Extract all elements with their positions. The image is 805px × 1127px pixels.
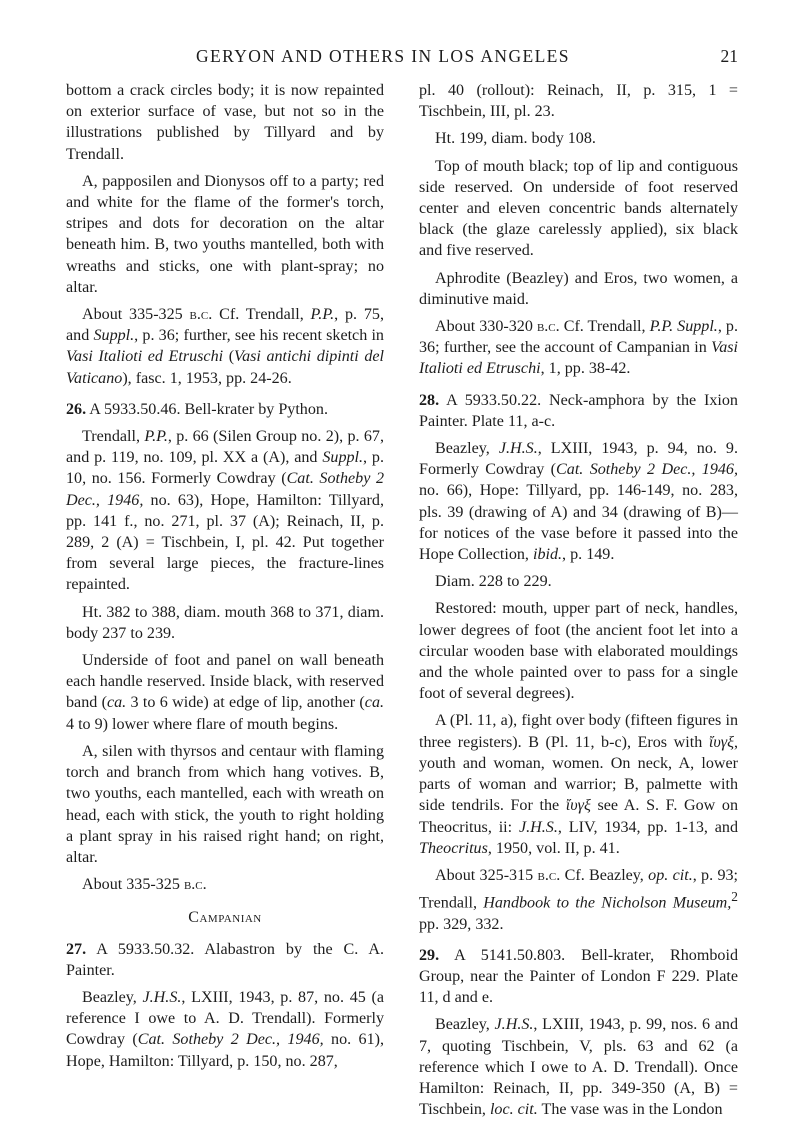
paragraph: A (Pl. 11, a), fight over body (fifteen figures in three registers). B (Pl. 11, b-c), Eros with ἴυγξ, youth and woman, women. On neck, A, lower parts of woman and warrior; B, palmette with side tendrils. For the ἴυγξ see A. S. F. Gow on Theocritus, ii: J.H.S., LIV, 1934, pp. 1-13, and Theocritus, 1950, vol. II, p. 41. bbox=[419, 712, 739, 857]
paragraph: Beazley, J.H.S., LXIII, 1943, p. 94, no. 9. Formerly Cowdray (Cat. Sotheby 2 Dec., 1946, no. 66), Hope: Tillyard, pp. 146-149, no. 283, pls. 39 (drawing of A) and 34 (drawing of B)—for notices of the vase before it passed into the Hope Collection, ibid., p. 149. bbox=[419, 440, 738, 564]
paragraph: Top of mouth black; top of lip and contiguous side reserved. On underside of foot reserved center and eleven concentric bands alternately black (the glaze carelessly applied), six black and five reserved. bbox=[419, 157, 738, 260]
paragraph: bottom a crack circles body; it is now repainted on exterior surface of vase, but not so in the illustrations published by Tillyard and by Trendall. bbox=[66, 82, 384, 163]
entry-number: 26. bbox=[66, 400, 87, 418]
catalogue-entry-27: 27. A 5933.50.32. Alabastron by the C. A. Painter. bbox=[66, 940, 384, 979]
paragraph: Restored: mouth, upper part of neck, handles, lower degrees of foot (the ancient foot let into a circular wooden base with elaborated mouldings and the whole painted over to pass for a single foot of several degrees). bbox=[419, 600, 738, 703]
right-column bbox=[419, 80, 738, 1127]
catalogue-entry-29: 29. A 5141.50.803. Bell-krater, Rhomboid Group, near the Painter of London F 229. Plate 11, d and e. bbox=[419, 946, 738, 1007]
section-heading: Campanian bbox=[188, 909, 262, 927]
running-head: GERYON AND OTHERS IN LOS ANGELES bbox=[196, 46, 570, 66]
entry-number: 27. bbox=[66, 940, 87, 958]
paragraph: About 325-315 b.c. Cf. Beazley, op. cit., p. 93; Trendall, Handbook to the Nicholson Museum,$^2$ pp. 329, 332. bbox=[419, 866, 739, 933]
page-number: 21 bbox=[720, 46, 738, 66]
paragraph: A, papposilen and Dionysos off to a party; red and white for the flame of the former's torch, stripes and dots for decoration on the altar beneath him. B, two youths mantelled, both with wreaths and sticks, one with plant-spray; no altar. bbox=[66, 172, 384, 296]
catalogue-entry-28: 28. A 5933.50.22. Neck-amphora by the Ixion Painter. Plate 11, a-c. bbox=[419, 391, 738, 430]
paragraph: About 335-325 b.c. bbox=[82, 876, 207, 894]
entry-number: 29. bbox=[419, 946, 440, 964]
paragraph: About 335-325 b.c. Cf. Trendall, P.P., p. 75, and Suppl., p. 36; further, see his recent sketch in Vasi Italioti ed Etruschi (Vasi antichi dipinti del Vaticano), fasc. 1, 1953, pp. 24-26. bbox=[66, 306, 384, 387]
paragraph: Trendall, P.P., p. 66 (Silen Group no. 2), p. 67, and p. 119, no. 109, pl. XX a (A), and Suppl., p. 10, no. 156. Formerly Cowdray (Cat. Sotheby 2 Dec., 1946, no. 63), Hope, Hamilton: Tillyard, pp. 141 f., no. 271, pl. 37 (A); Reinach, II, p. 289, 2 (A) = Tischbein, I, pl. 42. Put together from several large pieces, the fracture-lines repainted. bbox=[66, 428, 384, 594]
entry-number: 28. bbox=[419, 391, 440, 409]
paragraph: Diam. 228 to 229. bbox=[435, 573, 552, 591]
paragraph: Underside of foot and panel on wall beneath each handle reserved. Inside black, with reserved band (ca. 3 to 6 wide) at edge of lip, another (ca. 4 to 9) lower where flare of mouth begins. bbox=[66, 652, 385, 733]
paragraph: Aphrodite (Beazley) and Eros, two women, a diminutive maid. bbox=[419, 269, 738, 308]
left-column bbox=[66, 80, 384, 1078]
paragraph: Ht. 199, diam. body 108. bbox=[435, 130, 596, 148]
page-header bbox=[66, 46, 738, 76]
catalogue-entry-26: 26. A 5933.50.46. Bell-krater by Python. bbox=[66, 400, 328, 418]
paragraph: Beazley, J.H.S., LXIII, 1943, p. 87, no. 45 (a reference I owe to A. D. Trendall). Formerly Cowdray (Cat. Sotheby 2 Dec., 1946, no. 61), Hope, Hamilton: Tillyard, p. 150, no. 287, bbox=[66, 988, 384, 1070]
paragraph: A, silen with thyrsos and centaur with flaming torch and branch from which hang votives. B, two youths, each mantelled, each with wreath on head, each with stick, the youth to right holding a plant spray in his raised right hand; on right, altar. bbox=[66, 742, 384, 866]
paragraph: About 330-320 b.c. Cf. Trendall, P.P. Suppl., p. 36; further, see the account of Campanian in Vasi Italioti ed Etruschi, 1, pp. 38-42. bbox=[419, 318, 738, 378]
paragraph: Beazley, J.H.S., LXIII, 1943, p. 99, nos. 6 and 7, quoting Tischbein, V, pls. 63 and 62 (a reference which I owe to A. D. Trendall). Once Hamilton: Reinach, II, pp. 349-350 (A, B) = Tischbein, loc. cit. The vase was in the London bbox=[419, 1016, 738, 1119]
paragraph: Ht. 382 to 388, diam. mouth 368 to 371, diam. body 237 to 239. bbox=[66, 603, 384, 642]
paragraph: pl. 40 (rollout): Reinach, II, p. 315, 1 = Tischbein, III, pl. 23. bbox=[419, 82, 738, 121]
